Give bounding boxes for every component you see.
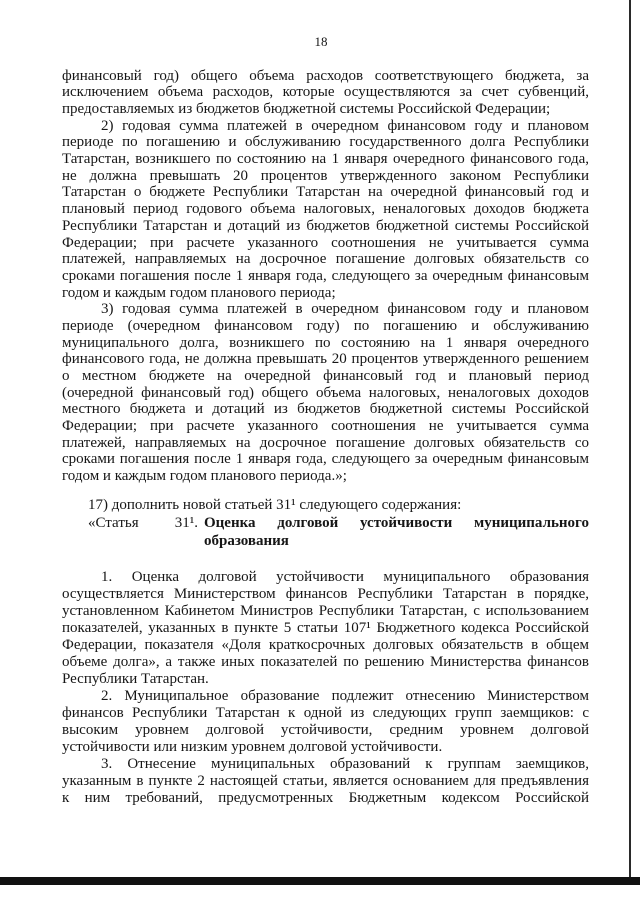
item-3-line: муниципального долга, возникшего по состоянию на 1 января очередного bbox=[62, 334, 589, 351]
scan-edge-right bbox=[629, 0, 631, 884]
item-2-line: плановый период годового объема налоговых, неналоговых доходов бюджета bbox=[62, 201, 589, 218]
item-2-line: Татарстан, возникшего по состоянию на 1 января очередного финансового года, bbox=[62, 151, 589, 168]
point-3-line: к ним требований, предусмотренных Бюджетным кодексом Российской bbox=[62, 789, 589, 806]
item-2-line: 2) годовая сумма платежей в очередном финансовом году и плановом bbox=[101, 117, 589, 134]
item-2-line: годом и каждым годом планового периода; bbox=[62, 284, 336, 301]
scan-edge-bottom bbox=[0, 877, 640, 885]
item-2-line: Татарстан о бюджете Республики Татарстан на очередной финансовый год и bbox=[62, 184, 589, 201]
article-title-line: образования bbox=[204, 532, 289, 549]
item-3-line: (очередной финансовый год) общего объема налоговых, неналоговых доходов bbox=[62, 384, 589, 401]
item-3-line: сроками погашения после 1 января года, следующего за очередным финансовым bbox=[62, 451, 589, 468]
item-2-line: периоде по погашению и обслуживанию государственного долга Республики bbox=[62, 134, 589, 151]
item-3-line: финансового года, не должна превышать 20 процентов утвержденного решением bbox=[62, 351, 589, 368]
point-3-line: указанным в пункте 2 настоящей статьи, является основанием для предъявления bbox=[62, 772, 589, 789]
point-2-line: финансов Республики Татарстан к одной из следующих групп заемщиков: с bbox=[62, 704, 589, 721]
item-3-line: периоде (очередном финансовом году) по погашению и обслуживанию bbox=[62, 317, 589, 334]
item-2-line: Федерации; при расчете указанного соотношения не учитывается сумма bbox=[62, 234, 589, 251]
point-1-line: показателей, указанных в пункте 5 статьи 107¹ Бюджетного кодекса Российской bbox=[62, 619, 589, 636]
amendment-intro bbox=[62, 497, 589, 514]
item-3-line: Федерации; при расчете указанного соотношения не учитывается сумма bbox=[62, 418, 589, 435]
article-title bbox=[204, 515, 589, 550]
point-1-line: 1. Оценка долговой устойчивости муниципального образования bbox=[101, 568, 589, 585]
point-1-line: осуществляется Министерством финансов Республики Татарстан в порядке, bbox=[62, 585, 589, 602]
point-2-line: высоким уровнем долговой устойчивости, средним уровнем долговой bbox=[62, 721, 589, 738]
point-1-line: объеме долга», а также иных показателей по решению Министерства финансов bbox=[62, 653, 589, 670]
point-1-line: Федерации, показателя «Доля краткосрочных долговых обязательств в общем bbox=[62, 636, 589, 653]
item-3-line: платежей, направляемых на досрочное погашение долговых обязательств со bbox=[62, 434, 589, 451]
point-2-line: устойчивости или низким уровнем долговой устойчивости. bbox=[62, 738, 443, 755]
article-label: «Статья 31¹. bbox=[88, 515, 198, 532]
point-1-line: Республики Татарстан. bbox=[62, 670, 209, 687]
item-3-line: местного бюджета и дотаций из бюджетов бюджетной системы Российской bbox=[62, 401, 589, 418]
point-2-line: 2. Муниципальное образование подлежит отнесению Министерством bbox=[101, 687, 589, 704]
point-3-line: 3. Отнесение муниципальных образований к группам заемщиков, bbox=[101, 755, 589, 772]
article-title-line: Оценка долговой устойчивости муниципального bbox=[204, 515, 589, 532]
continuation-line: финансовый год) общего объема расходов соответствующего бюджета, за bbox=[62, 67, 589, 84]
item-2-line: не должна превышать 20 процентов утвержденного законом Республики bbox=[62, 167, 589, 184]
item-3-line: годом и каждым годом планового периода.»; bbox=[62, 468, 347, 485]
item-2-line: Республики Татарстан и дотаций из бюджетов бюджетной системы Российской bbox=[62, 217, 589, 234]
point-1-line: установленном Кабинетом Министров Республики Татарстан, с использованием bbox=[62, 602, 589, 619]
item-3-line: 3) годовая сумма платежей в очередном финансовом году и плановом bbox=[101, 301, 589, 318]
budget-rules-section bbox=[62, 68, 589, 485]
amendment-intro-line: 17) дополнить новой статьей 31¹ следующего содержания: bbox=[88, 496, 462, 513]
article-heading bbox=[88, 515, 589, 550]
continuation-line: предоставляемых из бюджетов бюджетной системы Российской Федерации; bbox=[62, 101, 551, 118]
item-2-line: платежей, направляемых на досрочное погашение долговых обязательств со bbox=[62, 251, 589, 268]
page-number: 18 bbox=[314, 34, 328, 49]
item-3-line: о местном бюджете на очередной финансовый год и плановый период bbox=[62, 368, 589, 385]
article-body bbox=[62, 569, 589, 807]
continuation-line: исключением объема расходов, которые осуществляются за счет субвенций, bbox=[62, 84, 589, 101]
item-2-line: сроками погашения после 1 января года, следующего за очередным финансовым bbox=[62, 267, 589, 284]
